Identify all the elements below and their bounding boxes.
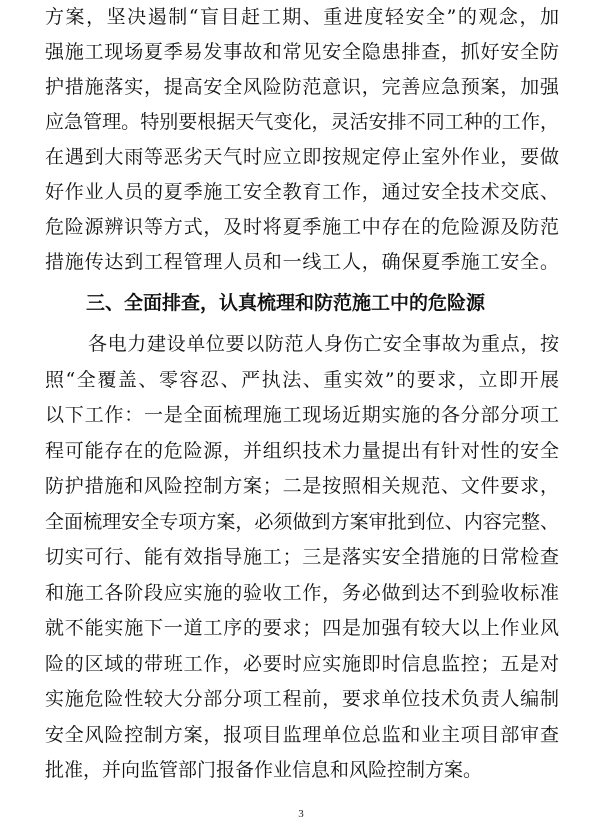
section-heading: 三、全面排查，认真梳理和防范施工中的危险源: [86, 292, 486, 314]
paragraph-line: 险的区域的带班工作，必要时应实施即时信息监控；五是对: [45, 653, 559, 675]
paragraph-line: 应急管理。特别要根据天气变化，灵活安排不同工种的工作，: [45, 111, 559, 133]
paragraph-line: 全面梳理安全专项方案，必须做到方案审批到位、内容完整、: [45, 511, 559, 533]
paragraph-line: 护措施落实，提高安全风险防范意识，完善应急预案，加强: [45, 76, 559, 98]
paragraph-line: 安全风险控制方案，报项目监理单位总监和业主项目部审查: [45, 724, 559, 746]
paragraph-line: 防护措施和风险控制方案；二是按照相关规范、文件要求，: [45, 475, 559, 497]
paragraph-line: 和施工各阶段应实施的验收工作，务必做到达不到验收标准: [45, 582, 559, 604]
paragraph-line: 好作业人员的夏季施工安全教育工作，通过安全技术交底、: [45, 181, 559, 203]
paragraph-line: 强施工现场夏季易发事故和常见安全隐患排查，抓好安全防: [45, 41, 559, 63]
paragraph-line: 批准，并向监管部门报备作业信息和风险控制方案。: [45, 759, 483, 781]
paragraph-line: 照“全覆盖、零容忍、严执法、重实效”的要求，立即开展: [45, 369, 559, 391]
paragraph-line: 各电力建设单位要以防范人身伤亡安全事故为重点，按: [88, 333, 559, 355]
paragraph-line: 措施传达到工程管理人员和一线工人，确保夏季施工安全。: [45, 251, 559, 273]
paragraph-line: 程可能存在的危险源，并组织技术力量提出有针对性的安全: [45, 440, 559, 462]
paragraph-line: 实施危险性较大分部分项工程前，要求单位技术负责人编制: [45, 688, 559, 710]
paragraph-line: 切实可行、能有效指导施工；三是落实安全措施的日常检查: [45, 546, 559, 568]
paragraph-line: 在遇到大雨等恶劣天气时应立即按规定停止室外作业，要做: [45, 146, 559, 168]
paragraph-line: 就不能实施下一道工序的要求；四是加强有较大以上作业风: [45, 617, 559, 639]
paragraph-line: 危险源辨识等方式，及时将夏季施工中存在的危险源及防范: [45, 216, 559, 238]
page-number: 3: [298, 808, 304, 820]
paragraph-line: 以下工作：一是全面梳理施工现场近期实施的各分部分项工: [45, 404, 559, 426]
paragraph-line: 方案，坚决遏制“盲目赶工期、重进度轻安全”的观念，加: [45, 6, 559, 28]
